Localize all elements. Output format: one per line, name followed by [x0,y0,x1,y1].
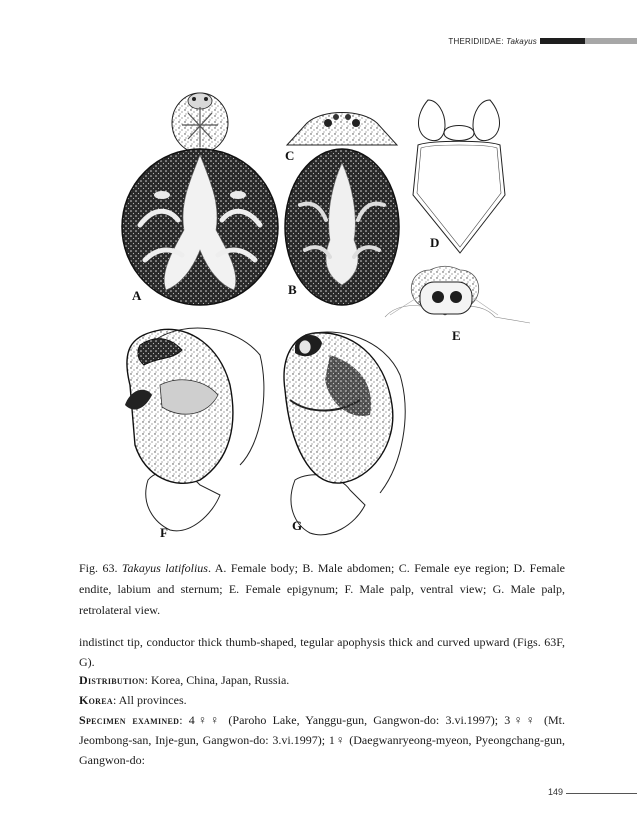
panel-label-e: E [452,328,461,343]
page-number-rule [566,793,637,794]
running-header [448,37,537,46]
figure-caption [79,558,565,621]
korea-text: : All provinces. [112,693,187,707]
panel-label-a: A [132,288,142,303]
korea-paragraph [79,690,565,710]
panel-label-g: G [292,518,303,533]
distribution-paragraph [79,670,565,690]
body-continuation: indistinct tip, conductor thick thumb-shaped, tegular apophysis thick and curved upward (Figs. 63F, G). [79,635,565,669]
panel-f-palp-ventral [125,328,264,531]
figure-illustration [100,85,540,545]
page-number: 149 [548,787,564,797]
panel-label-f: F [160,525,168,540]
panel-g-palp-retrolateral [284,332,405,535]
specimen-paragraph [79,710,565,770]
header-bar-light [585,38,637,44]
caption-fig-number: Fig. 63. [79,561,122,575]
figure-63 [100,85,540,545]
header-genus: Takayus [506,37,537,46]
panel-d-sternum [413,100,505,253]
panel-c-eye-region [287,113,397,146]
header-family: THERIDIIDAE: [448,37,507,46]
panel-label-b: B [288,282,297,297]
panel-a-female-body [122,93,278,305]
panel-label-d: D [430,235,440,250]
panel-b-male-abdomen [285,149,399,305]
header-bar-dark [540,38,585,44]
specimen-text: : 4♀♀ (Paroho Lake, Yanggu-gun, Gangwon-do: 3.vi.1997); 3♀♀ (Mt. Jeombong-san, Inje-gun, Gangwon-do: 3.vi.1997); 1♀ (Daegwanryeong-myeon, Pyeongchang-gun, Gangwon-do: [79,713,565,767]
panel-label-c: C [285,148,295,163]
specimen-label: Specimen examined [79,713,180,727]
distribution-label: Distribution [79,673,145,687]
panel-e-epigynum [385,266,530,323]
caption-text: . A. Female body; B. Male abdomen; C. Female eye region; D. Female endite, labium and sternum; E. Female epigynum; F. Male palp, ventral view; G. Male palp, retrolateral view. [79,561,565,617]
korea-label: Korea [79,693,113,707]
caption-species: Takayus latifolius [121,561,208,575]
distribution-text: : Korea, China, Japan, Russia. [144,673,290,687]
